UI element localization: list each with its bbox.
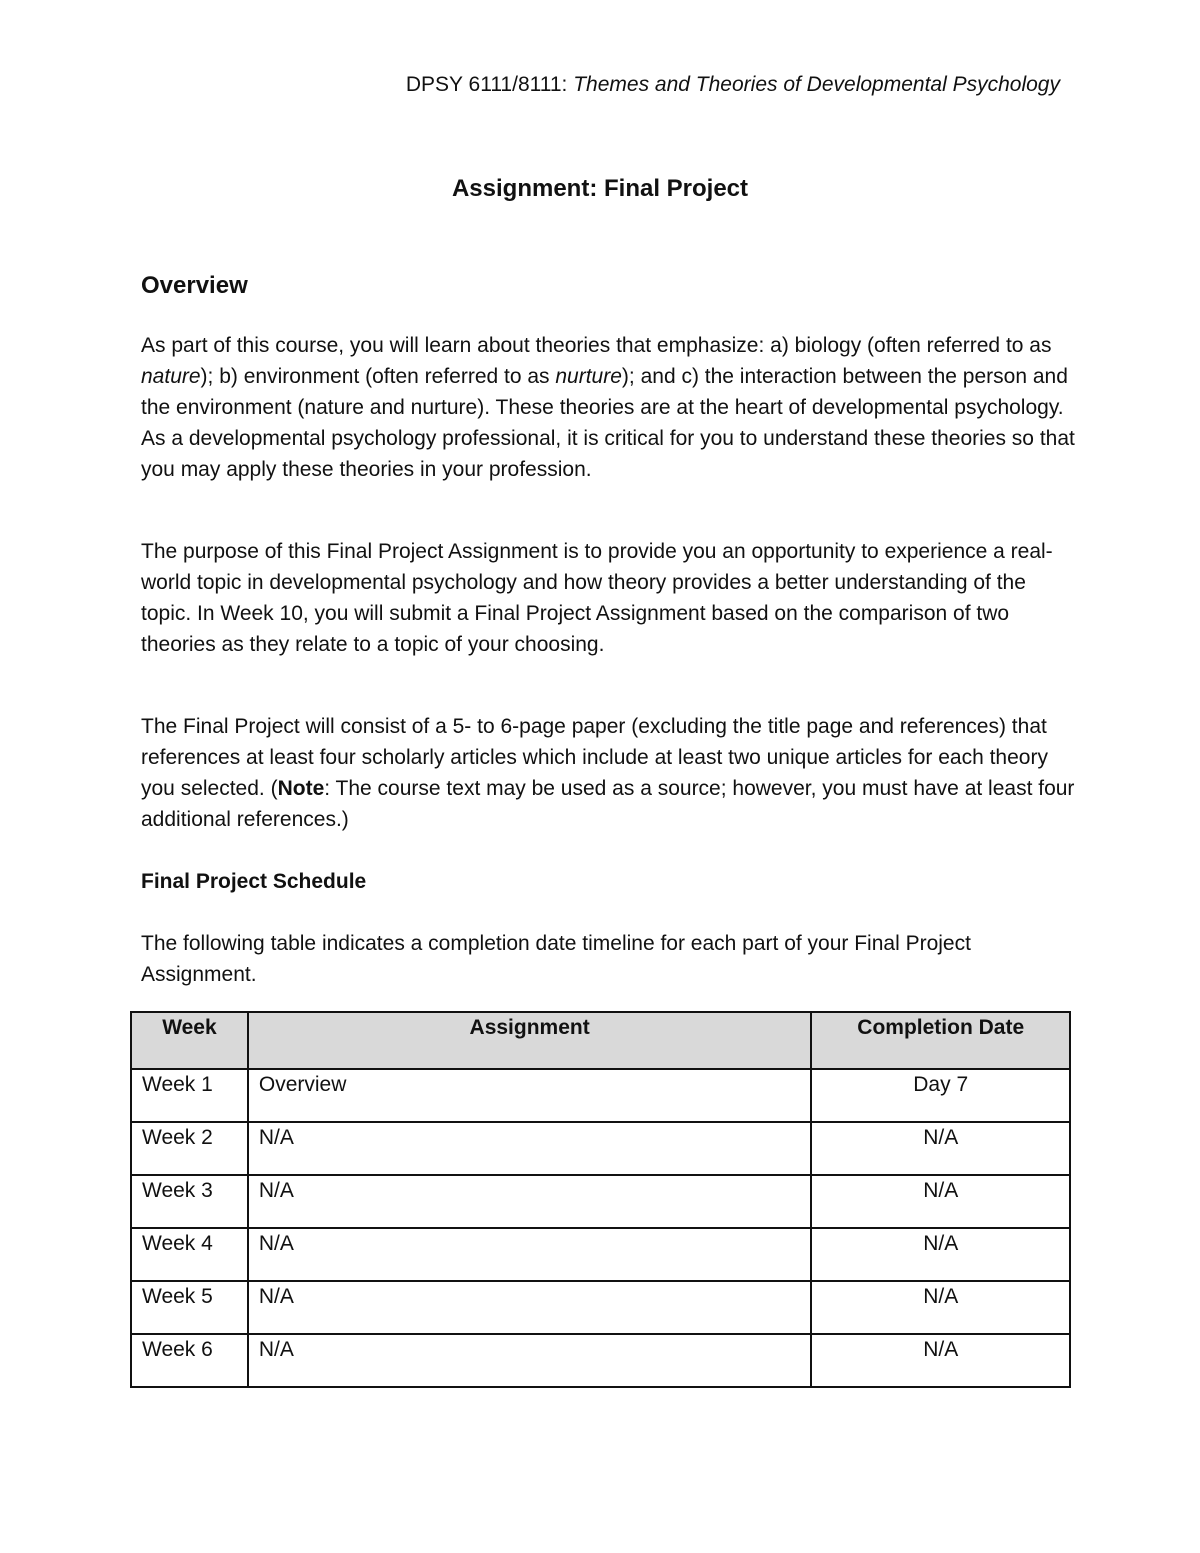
column-header-assignment: Assignment — [248, 1012, 812, 1069]
week-cell: Week 2 — [131, 1122, 248, 1175]
schedule-heading: Final Project Schedule — [141, 870, 367, 893]
overview-paragraph-3 — [141, 711, 1081, 835]
completion-date-cell: Day 7 — [811, 1069, 1070, 1122]
assignment-cell: N/A — [248, 1334, 812, 1387]
course-name: Themes and Theories of Developmental Psychology — [573, 73, 1060, 96]
completion-date-cell: N/A — [811, 1228, 1070, 1281]
week-cell: Week 1 — [131, 1069, 248, 1122]
assignment-cell: N/A — [248, 1175, 812, 1228]
p1-text-1: As part of this course, you will learn about theories that emphasize: a) biology (often referred to as — [141, 334, 1052, 357]
assignment-cell: N/A — [248, 1228, 812, 1281]
overview-paragraph-1 — [141, 330, 1081, 485]
p1-text-2: ); b) environment (often referred to as — [200, 365, 556, 388]
overview-paragraph-2: The purpose of this Final Project Assignment is to provide you an opportunity to experience a real-world topic in developmental psychology and how theory provides a better understanding of the topic. In Week 10, you will submit a Final Project Assignment based on the comparison of two theories as they relate to a topic of your choosing. — [141, 540, 1053, 656]
table-header-row — [131, 1012, 1070, 1069]
week-cell: Week 5 — [131, 1281, 248, 1334]
table-row — [131, 1228, 1070, 1281]
p1-emphasis-nature: nature — [141, 365, 201, 388]
p3-text-2: : The course text may be used as a source; however, you must have at least four additional references.) — [141, 777, 1075, 831]
assignment-cell: N/A — [248, 1122, 812, 1175]
p1-text-3: ); and c) the interaction between the person and the environment (nature and nurture). These theories are at the heart of developmental psychology. As a developmental psychology professional, it is critical for you to understand these theories so that you may apply these theories in your profession. — [141, 365, 1075, 481]
completion-date-cell: N/A — [811, 1175, 1070, 1228]
schedule-table — [130, 1011, 1071, 1388]
week-cell: Week 3 — [131, 1175, 248, 1228]
table-row — [131, 1334, 1070, 1387]
assignment-cell: Overview — [248, 1069, 812, 1122]
course-code: DPSY 6111/8111: — [405, 73, 568, 96]
column-header-week: Week — [131, 1012, 248, 1069]
week-cell: Week 4 — [131, 1228, 248, 1281]
table-row — [131, 1122, 1070, 1175]
p1-emphasis-nurture: nurture — [555, 365, 622, 388]
completion-date-cell: N/A — [811, 1281, 1070, 1334]
schedule-intro: The following table indicates a completion date timeline for each part of your Final Project Assignment. — [141, 932, 971, 986]
column-header-completion-date: Completion Date — [811, 1012, 1070, 1069]
page-title: Assignment: Final Project — [451, 175, 749, 202]
week-cell: Week 6 — [131, 1334, 248, 1387]
completion-date-cell: N/A — [811, 1122, 1070, 1175]
p3-text-1: The Final Project will consist of a 5- to 6-page paper (excluding the title page and references) that references at least four scholarly articles which include at least two unique articles for each theory you selected. ( — [141, 715, 1048, 800]
overview-heading: Overview — [141, 272, 248, 299]
running-header — [406, 71, 1060, 99]
completion-date-cell: N/A — [811, 1334, 1070, 1387]
table-row — [131, 1069, 1070, 1122]
table-row — [131, 1175, 1070, 1228]
assignment-cell: N/A — [248, 1281, 812, 1334]
table-row — [131, 1281, 1070, 1334]
p3-note-label: Note — [277, 777, 325, 800]
